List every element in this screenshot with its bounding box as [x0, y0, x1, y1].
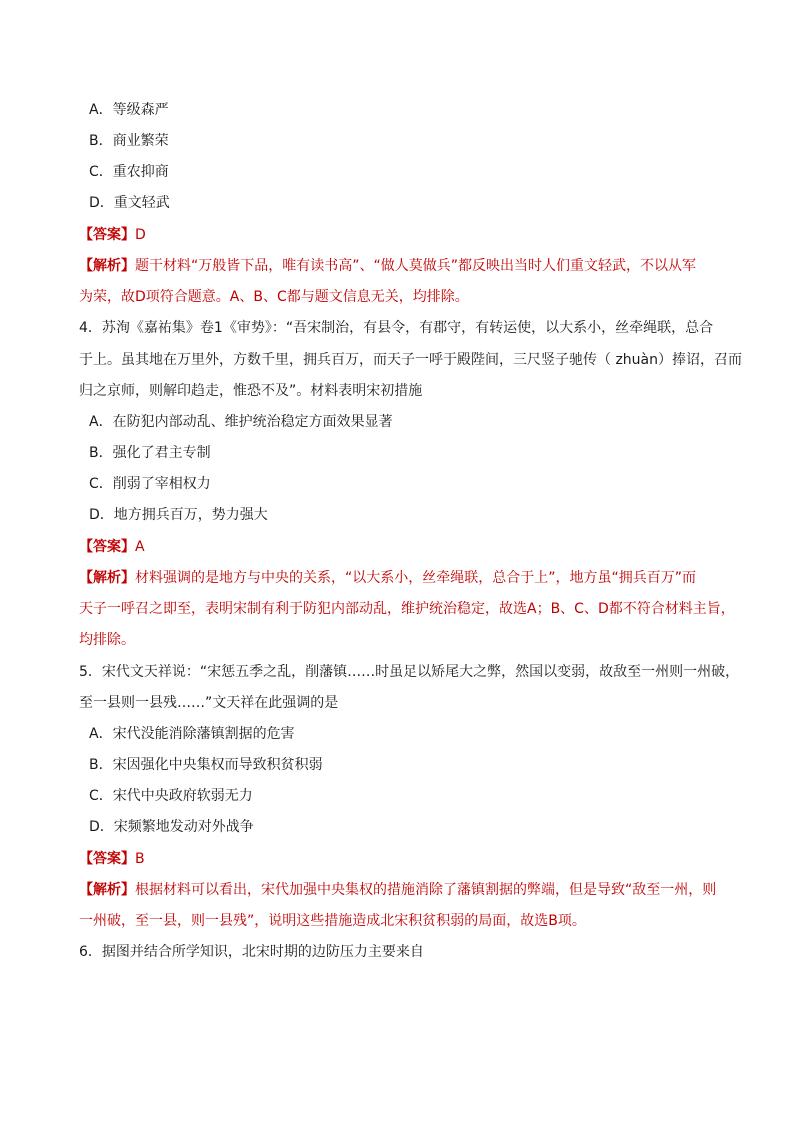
answer-value: B [135, 851, 145, 867]
answer-value: A [135, 539, 145, 555]
q4-stem-line-1: 4．苏洵《嘉祐集》卷1《审势》：“吾宋制治，有县令，有郡守，有转运使，以大系小，丝牵绳联，总合 [79, 320, 714, 336]
q4-stem-line-3: 归之京师，则解印趋走，惟恐不及”。材料表明宋初措施 [79, 383, 423, 399]
q3-analysis-line-2: 为荣，故D项符合题意。A、B、C都与题文信息无关，均排除。 [79, 289, 469, 305]
q6-stem-line-1: 6．据图并结合所学知识，北宋时期的边防压力主要来自 [79, 944, 424, 960]
q4-option-d: D．地方拥兵百万，势力强大 [89, 507, 268, 523]
q3-option-b: B．商业繁荣 [89, 133, 169, 149]
q4-option-b: B．强化了君主专制 [89, 445, 211, 461]
analysis-label: 【解析】 [79, 570, 135, 586]
q5-option-c: C．宋代中央政府软弱无力 [89, 788, 253, 804]
answer-value: D [135, 227, 146, 243]
q5-stem-line-1: 5．宋代文天祥说：“宋惩五季之乱，削藩镇……时虽足以矫尾大之弊，然国以变弱，故敌至一州则一州破， [79, 664, 740, 680]
q3-option-d: D．重文轻武 [89, 195, 170, 211]
q4-analysis-line-1 [79, 568, 696, 588]
analysis-text: 根据材料可以看出，宋代加强中央集权的措施消除了藩镇割据的弊端，但是导致“敌至一州，则 [135, 882, 717, 898]
q5-answer [79, 849, 145, 869]
answer-label: 【答案】 [79, 539, 135, 555]
analysis-label: 【解析】 [79, 258, 135, 274]
q5-option-a: A．宋代没能消除藩镇割据的危害 [89, 726, 295, 742]
q4-option-c: C．削弱了宰相权力 [89, 476, 211, 492]
q4-option-a: A．在防犯内部动乱、维护统治稳定方面效果显著 [89, 414, 393, 430]
q5-option-b: B．宋因强化中央集权而导致积贫积弱 [89, 757, 323, 773]
q4-stem-line-2: 于上。虽其地在万里外，方数千里，拥兵百万，而天子一呼于殿陛间，三尺竖子驰传（ zhuàn）捧诏，召而 [79, 352, 742, 368]
analysis-text: 题干材料“万般皆下品，唯有读书高”、“做人莫做兵”都反映出当时人们重文轻武，不以从军 [135, 258, 697, 274]
q4-analysis-line-2: 天子一呼召之即至，表明宋制有利于防犯内部动乱，维护统治稳定，故选A；B、C、D都不符合材料主旨， [79, 601, 735, 617]
q3-analysis-line-1 [79, 256, 696, 276]
q5-analysis-line-2: 一州破，至一县，则一县残”，说明这些措施造成北宋积贫积弱的局面，故选B项。 [79, 913, 586, 929]
answer-label: 【答案】 [79, 227, 135, 243]
q4-analysis-line-3: 均排除。 [79, 632, 135, 648]
analysis-label: 【解析】 [79, 882, 135, 898]
q5-stem-line-2: 至一县则一县残……”文天祥在此强调的是 [79, 695, 339, 711]
answer-label: 【答案】 [79, 851, 135, 867]
q3-option-a: A．等级森严 [89, 102, 169, 118]
q4-answer [79, 537, 145, 557]
analysis-text: 材料强调的是地方与中央的关系，“以大系小，丝牵绳联，总合于上”，地方虽“拥兵百万”而 [135, 570, 697, 586]
q3-option-c: C．重农抑商 [89, 164, 169, 180]
q5-option-d: D．宋频繁地发动对外战争 [89, 819, 254, 835]
q3-answer [79, 225, 146, 245]
q5-analysis-line-1 [79, 880, 716, 900]
